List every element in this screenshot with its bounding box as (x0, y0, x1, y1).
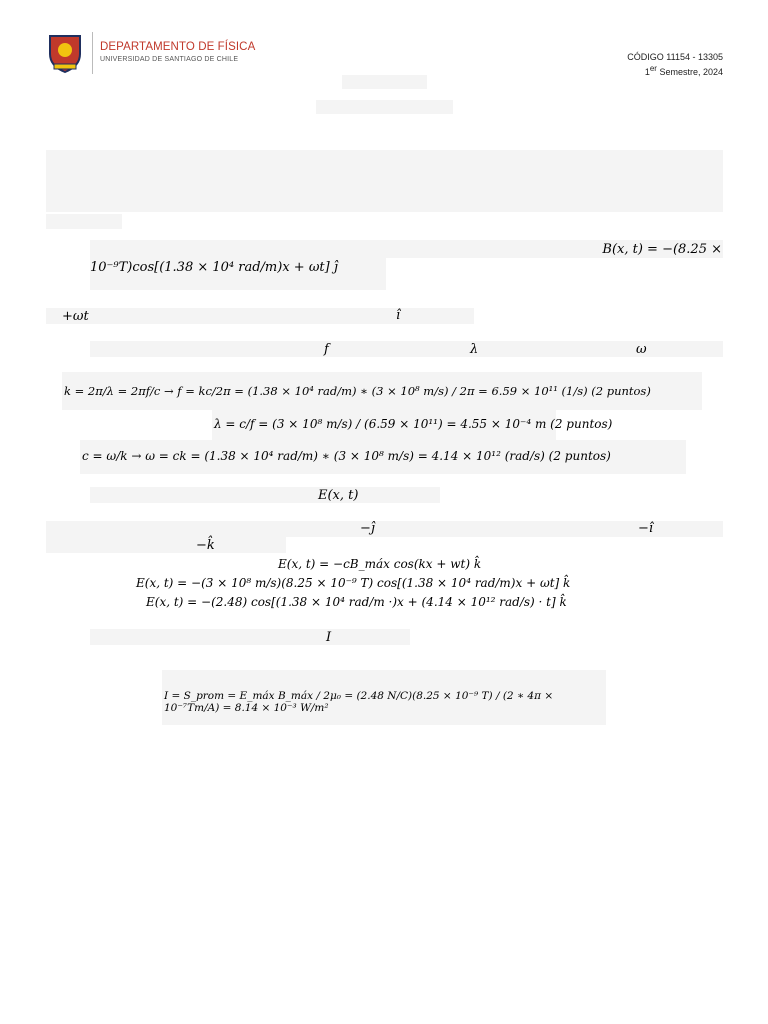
e-field-eq-1: E(x, t) = −cB_máx cos(kx + wt) k̂ (278, 557, 482, 571)
angular-frequency-equation: c = ω/k → ω = ck = (1.38 × 10⁴ rad/m) ∗ (3 × 10⁸ m/s) = 4.14 × 10¹² (rad/s) (2 puntos) (82, 449, 611, 463)
intensity-line-bg (90, 629, 410, 645)
semester: 1er Semestre, 2024 (644, 64, 723, 77)
frequency-equation: k = 2π/λ = 2πf/c → f = kc/2π = (1.38 × 10⁴ rad/m) ∗ (3 × 10⁸ m/s) / 2π = 6.59 × 10¹¹ (1/s) (2 puntos) (64, 384, 651, 398)
wavelength-equation: λ = c/f = (3 × 10⁸ m/s) / (6.59 × 10¹¹) = 4.55 × 10⁻⁴ m (2 puntos) (214, 417, 613, 431)
department-title: DEPARTAMENTO DE FÍSICA (100, 41, 256, 53)
b-field-rhs: 10⁻⁹T)cos[(1.38 × 10⁴ rad/m)x + ωt] ĵ (90, 260, 338, 275)
intensity-equation: I = S_prom = E_máx B_máx / 2μ₀ = (2.48 N/C)(8.25 × 10⁻⁹ T) / (2 ∗ 4π × 10⁻⁷Tm/A) = 8.14 × 10⁻³ W/m² (164, 690, 554, 714)
university-logo (46, 32, 84, 74)
neg-i: −î (638, 521, 654, 536)
university-name: UNIVERSIDAD DE SANTIAGO DE CHILE (100, 56, 239, 63)
b-field-lhs: B(x, t) = −(8.25 × (602, 242, 722, 257)
e-field-eq-3: E(x, t) = −(2.48) cos[(1.38 × 10⁴ rad/m ·)x + (4.14 × 10¹² rad/s) · t] k̂ (146, 595, 567, 609)
i-hat: î (396, 308, 401, 323)
course-code: CÓDIGO 11154 - 13305 (627, 52, 723, 62)
e-field-eq-2: E(x, t) = −(3 × 10⁸ m/s)(8.25 × 10⁻⁹ T) cos[(1.38 × 10⁴ rad/m)x + ωt] k̂ (136, 576, 571, 590)
neg-k: −k̂ (196, 538, 215, 553)
lambda-symbol: λ (470, 342, 479, 357)
logo-divider (92, 32, 93, 74)
intensity-symbol: I (326, 630, 332, 645)
direction-line-bg (46, 521, 723, 537)
omega-t: +ωt (62, 309, 89, 324)
f-symbol: f (324, 342, 329, 357)
subtitle-placeholder (316, 100, 453, 114)
propagation-line-bg (46, 308, 474, 324)
direction-line2-bg (46, 537, 286, 553)
e-field-line-bg (90, 487, 440, 503)
omega-symbol: ω (636, 342, 647, 357)
paragraph-placeholder (46, 150, 723, 212)
quantities-line-bg (90, 341, 723, 357)
neg-j: −ĵ (360, 521, 375, 536)
title-placeholder (342, 75, 427, 89)
paragraph-tail-placeholder (46, 214, 122, 229)
e-field-symbol: E(x, t) (318, 488, 359, 503)
